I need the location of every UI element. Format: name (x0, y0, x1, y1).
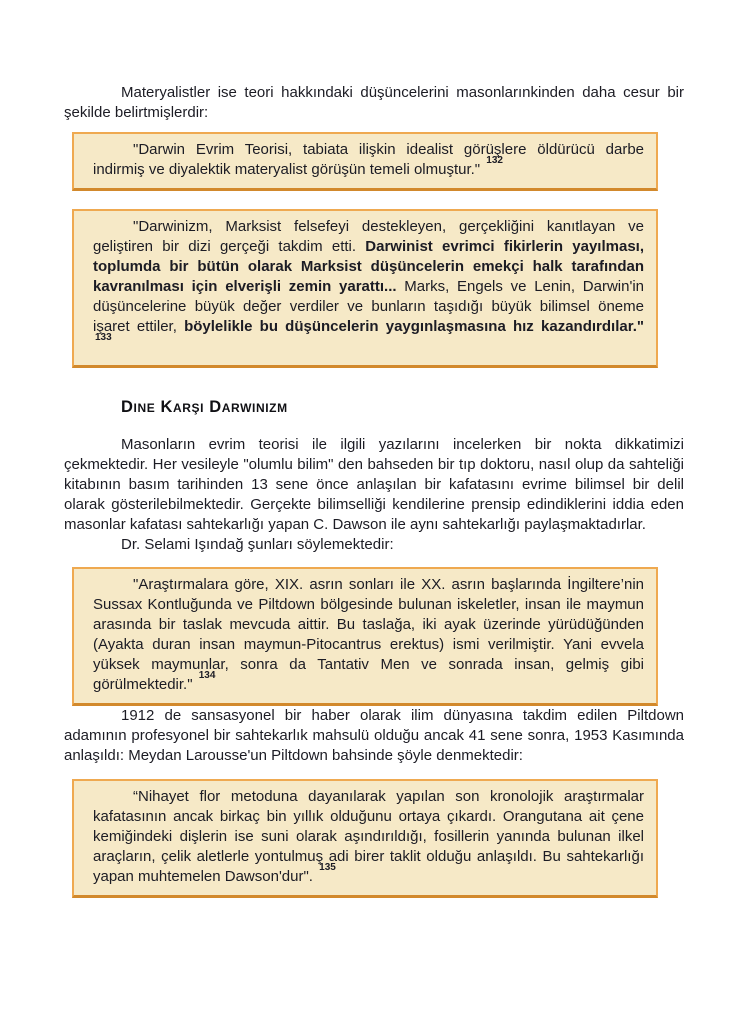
quote-paragraph (93, 217, 644, 357)
footnote-ref-135: 135 (319, 862, 336, 873)
piltdown-paragraph: 1912 de sansasyonel bir haber olarak ilim dünyasına takdim edilen Piltdown adamının profesyonel bir sahtekarlık mahsulü olduğu ancak 41 sene sonra, 1953 Kasımında anlaşıldı: Meydan Larousse'un Piltdown bahsinde şöyle denmektedir: (64, 707, 684, 764)
quote-paragraph (93, 575, 644, 695)
quote-text: "Darwin Evrim Teorisi, tabiata ilişkin idealist görüşlere öldürücü darbe indirmiş ve diyalektik materyalist görüşün temeli olmuştur." (93, 141, 644, 178)
quote-box-darwin-theory (72, 132, 658, 191)
isindag-intro-paragraph: Dr. Selami Işındağ şunları söylemektedir: (121, 536, 394, 553)
section-heading: Dine Karşı Darwinizm (121, 398, 288, 416)
quote-text: "Araştırmalara göre, XIX. asrın sonları ile XX. asrın başlarında İngiltere’nin Sussax Kontluğunda ve Piltdown bölgesinde bulunan iskeletler, insan ile maymun arasında bir taslak mevcuda aittir. Bu taslağa, iki ayak üzerinde yürüdüğünden (Ayakta duran insan maymun-Pitocantrus erektus) ismi verilmiştir. Yani evvela yüksek maymunlar, sonra da Tantativ Men ve sonrada insan, gelmiş gibi görülmektedir." (93, 576, 644, 693)
footnote-ref-133: 133 (95, 332, 112, 343)
quote-box-piltdown-skeletons (72, 567, 658, 706)
footnote-ref-132: 132 (486, 155, 503, 166)
quote-paragraph (93, 787, 644, 887)
quote-box-fluorine-method (72, 779, 658, 898)
quote-box-darwinism-marxism (72, 209, 658, 368)
footnote-ref-134: 134 (198, 670, 216, 681)
quote-text: “Nihayet flor metoduna dayanılarak yapılan son kronolojik araştırmalar kafatasının ancak birkaç bin yıllık olduğunu ortaya çıkardı. Orangutana ait çene kemiğindeki dişlerin ise suni olarak aşındırıldığı, fosillerin yanında bulunan ilkel araçların, çelik aletlerle yontulmuş adi birer taklit olduğu anlaşıldı. Bu sahtekarlığı yapan muhtemelen Dawson'dur". (93, 788, 644, 885)
intro-paragraph: Materyalistler ise teori hakkındaki düşüncelerini masonlarınkinden daha cesur bir şekilde belirtmişlerdir: (64, 84, 684, 121)
quote-text-segments: "Darwinizm, Marksist felsefeyi destekleyen, gerçekliğini kanıtlayan ve geliştiren bir dizi gerçeği takdim etti. Darwinist evrimci fikirlerin yayılması, toplumda bir bütün olarak Marksist düşüncelerin emekçi halk tarafından kavranılması için elverişli zemin yarattı... Marks, Engels ve Lenin, Darwin'in düşüncelerine büyük değer verdiler ve bunların taşıdığı büyük bilimsel öneme işaret ettiler, böylelikle bu düşüncelerin yaygınlaşmasına hız kazandırdılar." (93, 218, 645, 335)
masons-paragraph: Masonların evrim teorisi ile ilgili yazılarını incelerken bir nokta dikkatimizi çekmektedir. Her vesileyle "olumlu bilim" den bahseden bir tıp doktoru, nasıl olup da sahteliği kitabının basım tarihinden 13 sene önce anlaşılan bir kafatasını evrime bilimsel bir delil olarak gösterilebilmektedir. Gerçekte bilimselliği kendilerine prensip edindiklerini iddia eden masonlar kafatası sahtekarlığı yapan C. Dawson ile aynı sahtekarlığı paylaşmaktadırlar. (64, 436, 684, 533)
quote-paragraph (93, 140, 644, 180)
